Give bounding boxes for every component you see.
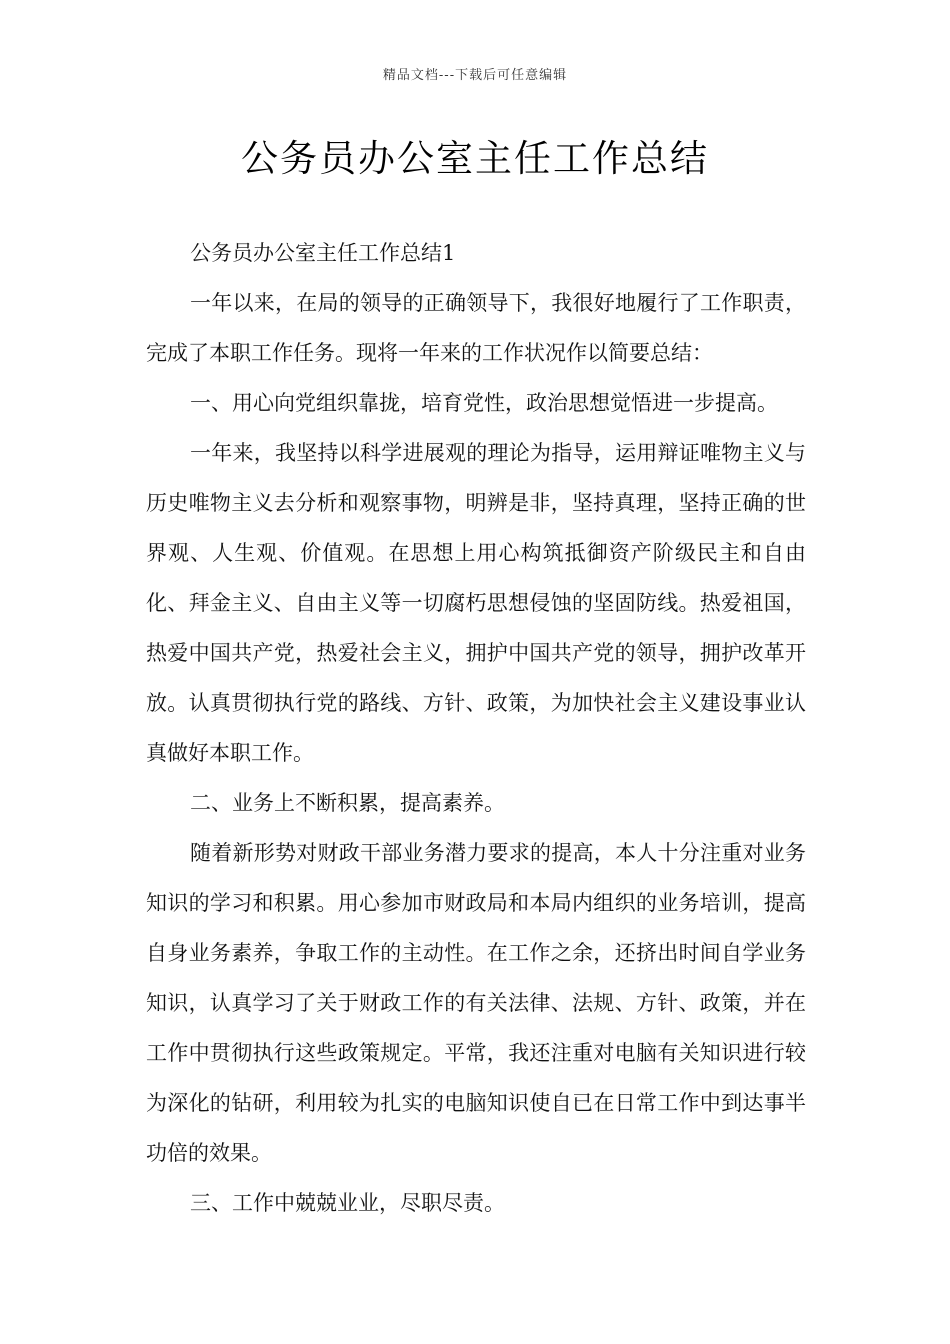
document-body bbox=[146, 228, 806, 1228]
paragraph-subtitle: 公务员办公室主任工作总结1 bbox=[190, 241, 456, 265]
page-header: 精品文档---下载后可任意编辑 bbox=[382, 68, 568, 83]
paragraph: 一年来，我坚持以科学进展观的理论为指导，运用辩证唯物主义与历史唯物主义去分析和观察事物，明辨是非，坚持真理，坚持正确的世界观、人生观、价值观。在思想上用心构筑抵御资产阶级民主和自由化、拜金主义、自由主义等一切腐朽思想侵蚀的坚固防线。热爱祖国，热爱中国共产党，热爱社会主义，拥护中国共产党的领导，拥护改革开放。认真贯彻执行党的路线、方针、政策，为加快社会主义建设事业认真做好本职工作。 bbox=[146, 441, 806, 765]
section-heading: 三、工作中兢兢业业，尽职尽责。 bbox=[190, 1191, 505, 1215]
section-heading: 一、用心向党组织靠拢，培育党性，政治思想觉悟进一步提高。 bbox=[190, 391, 778, 415]
paragraph: 一年以来，在局的领导的正确领导下，我很好地履行了工作职责，完成了本职工作任务。现将一年来的工作状况作以简要总结： bbox=[146, 291, 806, 365]
section-heading: 二、业务上不断积累，提高素养。 bbox=[190, 791, 505, 815]
document-title: 公务员办公室主任工作总结 bbox=[241, 137, 709, 180]
paragraph: 随着新形势对财政干部业务潜力要求的提高，本人十分注重对业务知识的学习和积累。用心参加市财政局和本局内组织的业务培训，提高自身业务素养，争取工作的主动性。在工作之余，还挤出时间自学业务知识，认真学习了关于财政工作的有关法律、法规、方针、政策，并在工作中贯彻执行这些政策规定。平常，我还注重对电脑有关知识进行较为深化的钻研，利用较为扎实的电脑知识使自已在日常工作中到达事半功倍的效果。 bbox=[146, 841, 806, 1165]
